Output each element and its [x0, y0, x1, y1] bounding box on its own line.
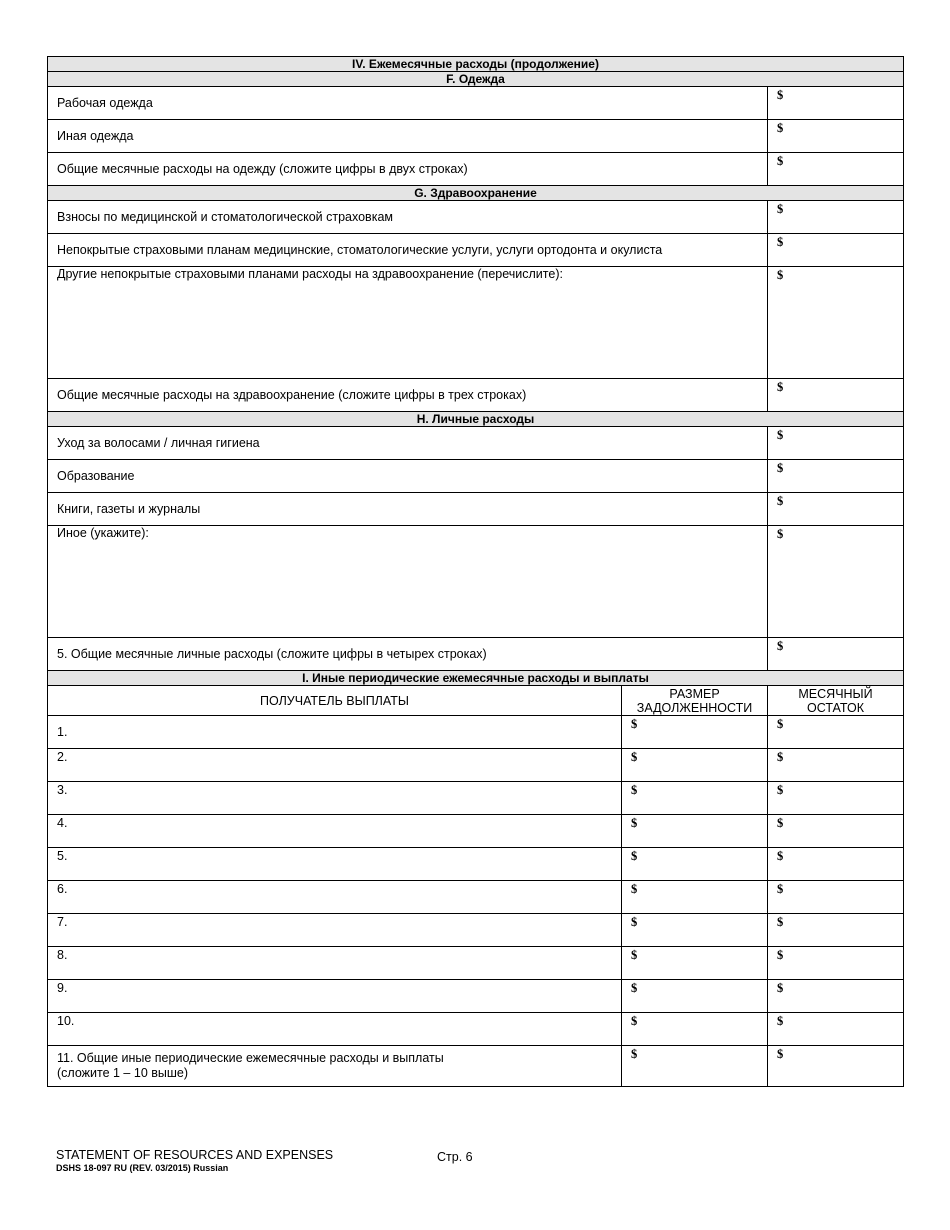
debt-amount-field[interactable]: $ [622, 881, 768, 914]
monthly-amount-field[interactable]: $ [768, 914, 904, 947]
amount-field[interactable]: $ [768, 234, 904, 267]
health-other-label: Другие непокрытые страховыми планами расходы на здравоохранение (перечислите): [57, 267, 563, 281]
footer-page-number: Стр. 6 [437, 1150, 473, 1164]
section-title: IV. Ежемесячные расходы (продолжение) [48, 57, 904, 72]
amount-field[interactable]: $ [768, 267, 904, 379]
payee-field[interactable]: 7. [48, 914, 622, 947]
payee-field[interactable]: 3. [48, 782, 622, 815]
clothing-row-label: Иная одежда [48, 120, 768, 153]
amount-field[interactable]: $ [768, 379, 904, 412]
expenses-form-table [47, 56, 904, 1087]
monthly-amount-field[interactable]: $ [768, 716, 904, 749]
debt-amount-field[interactable]: $ [622, 749, 768, 782]
debt-amount-field[interactable]: $ [622, 716, 768, 749]
payee-field[interactable]: 5. [48, 848, 622, 881]
debt-amount-field[interactable]: $ [622, 815, 768, 848]
debt-amount-field[interactable]: $ [622, 782, 768, 815]
payee-field[interactable]: 4. [48, 815, 622, 848]
monthly-amount-field[interactable]: $ [768, 881, 904, 914]
footer-form-number: DSHS 18-097 RU (REV. 03/2015) Russian [56, 1163, 229, 1173]
monthly-amount-field[interactable]: $ [768, 947, 904, 980]
col-debt-header: РАЗМЕР ЗАДОЛЖЕННОСТИ [622, 686, 768, 716]
amount-field[interactable]: $ [768, 493, 904, 526]
personal-row-label: Книги, газеты и журналы [48, 493, 768, 526]
amount-field[interactable]: $ [768, 87, 904, 120]
payee-field[interactable]: 6. [48, 881, 622, 914]
clothing-row-label: Рабочая одежда [48, 87, 768, 120]
debt-amount-field[interactable]: $ [622, 1013, 768, 1046]
amount-field[interactable]: $ [768, 201, 904, 234]
amount-field[interactable]: $ [768, 120, 904, 153]
amount-field[interactable]: $ [768, 153, 904, 186]
col-payee-header: ПОЛУЧАТЕЛЬ ВЫПЛАТЫ [48, 686, 622, 716]
debt-amount-field[interactable]: $ [622, 947, 768, 980]
clothing-total-label: Общие месячные расходы на одежду (сложите цифры в двух строках) [48, 153, 768, 186]
payee-field[interactable]: 10. [48, 1013, 622, 1046]
personal-total-label: 5. Общие месячные личные расходы (сложите цифры в четырех строках) [48, 638, 768, 671]
col-monthly-header: МЕСЯЧНЫЙ ОСТАТОК [768, 686, 904, 716]
amount-field[interactable]: $ [768, 460, 904, 493]
monthly-total-field[interactable]: $ [768, 1046, 904, 1087]
debt-amount-field[interactable]: $ [622, 848, 768, 881]
payee-field[interactable]: 8. [48, 947, 622, 980]
monthly-amount-field[interactable]: $ [768, 980, 904, 1013]
periodic-header: I. Иные периодические ежемесячные расходы и выплаты [48, 671, 904, 686]
payee-field[interactable]: 9. [48, 980, 622, 1013]
payee-field[interactable]: 1. [48, 716, 622, 749]
personal-header: H. Личные расходы [48, 412, 904, 427]
personal-other-field[interactable] [48, 526, 768, 638]
monthly-amount-field[interactable]: $ [768, 848, 904, 881]
monthly-amount-field[interactable]: $ [768, 749, 904, 782]
personal-row-label: Уход за волосами / личная гигиена [48, 427, 768, 460]
debt-amount-field[interactable]: $ [622, 980, 768, 1013]
monthly-amount-field[interactable]: $ [768, 1013, 904, 1046]
footer-form-title: STATEMENT OF RESOURCES AND EXPENSES [56, 1148, 334, 1162]
debt-total-field[interactable]: $ [622, 1046, 768, 1087]
amount-field[interactable]: $ [768, 427, 904, 460]
amount-field[interactable]: $ [768, 526, 904, 638]
health-total-label: Общие месячные расходы на здравоохранение (сложите цифры в трех строках) [48, 379, 768, 412]
monthly-amount-field[interactable]: $ [768, 815, 904, 848]
monthly-amount-field[interactable]: $ [768, 782, 904, 815]
health-row-label: Взносы по медицинской и стоматологической страховкам [48, 201, 768, 234]
amount-field[interactable]: $ [768, 638, 904, 671]
health-row-label: Непокрытые страховыми планам медицинские, стоматологические услуги, услуги ортодонта и окулиста [48, 234, 768, 267]
clothing-header: F. Одежда [48, 72, 904, 87]
health-other-field[interactable] [48, 267, 768, 379]
debt-amount-field[interactable]: $ [622, 914, 768, 947]
personal-other-label: Иное (укажите): [57, 526, 149, 540]
payee-field[interactable]: 2. [48, 749, 622, 782]
health-header: G. Здравоохранение [48, 186, 904, 201]
periodic-total-label: 11. Общие иные периодические ежемесячные расходы и выплаты (сложите 1 – 10 выше) [48, 1046, 622, 1087]
personal-row-label: Образование [48, 460, 768, 493]
